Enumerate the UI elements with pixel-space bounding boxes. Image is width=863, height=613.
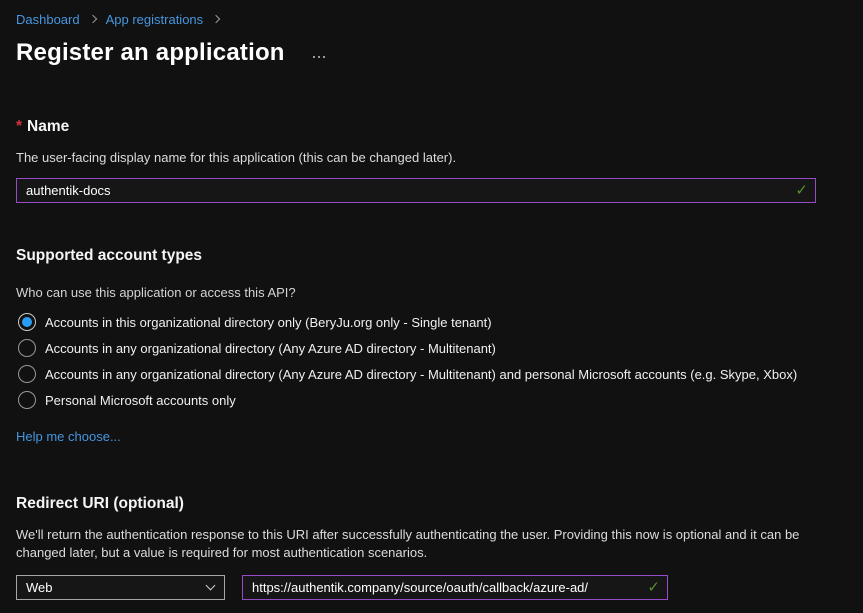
radio-option-label: Personal Microsoft accounts only	[45, 392, 236, 408]
account-types-radio-group	[16, 309, 847, 413]
platform-select-dropdown[interactable]	[16, 575, 225, 600]
breadcrumb	[16, 11, 847, 27]
breadcrumb-app-registrations-link[interactable]: App registrations	[105, 11, 204, 27]
radio-button-icon	[18, 391, 36, 409]
account-types-heading: Supported account types	[16, 247, 203, 264]
help-me-choose-link[interactable]: Help me choose...	[16, 429, 121, 444]
radio-option-multitenant-personal[interactable]	[16, 361, 847, 387]
breadcrumb-dashboard-link[interactable]: Dashboard	[16, 11, 80, 27]
page-header	[16, 38, 847, 68]
page-title: Register an application	[16, 39, 285, 66]
redirect-uri-heading: Redirect URI (optional)	[16, 495, 184, 512]
platform-selected-value: Web	[26, 580, 53, 595]
radio-button-icon	[18, 313, 36, 331]
name-description: The user-facing display name for this application (this can be changed later).	[16, 150, 457, 165]
breadcrumb-separator-icon	[88, 15, 96, 23]
name-input[interactable]	[17, 179, 815, 202]
redirect-uri-description: We'll return the authentication response to this URI after successfully authenticating the user. Providing this now is optional and it can be changed later, but a value is required for most authentication scenarios.	[16, 527, 800, 560]
breadcrumb-separator-icon	[212, 15, 220, 23]
more-options-icon[interactable]	[313, 56, 325, 58]
redirect-uri-input[interactable]	[243, 576, 667, 599]
radio-option-multitenant[interactable]	[16, 335, 847, 361]
radio-button-icon	[18, 339, 36, 357]
name-section-heading	[16, 118, 847, 136]
redirect-uri-field-container	[242, 575, 668, 600]
valid-check-icon: ✓	[795, 182, 808, 199]
valid-check-icon: ✓	[647, 579, 660, 596]
radio-option-label: Accounts in any organizational directory (Any Azure AD directory - Multitenant) and personal Microsoft accounts (e.g. Skype, Xbox)	[45, 366, 798, 382]
chevron-down-icon	[206, 581, 216, 591]
required-asterisk: *	[16, 118, 23, 135]
radio-button-icon	[18, 365, 36, 383]
radio-option-label: Accounts in this organizational directory only (BeryJu.org only - Single tenant)	[45, 314, 492, 330]
radio-option-label: Accounts in any organizational directory (Any Azure AD directory - Multitenant)	[45, 340, 496, 356]
radio-option-personal-only[interactable]	[16, 387, 847, 413]
redirect-uri-row	[16, 575, 847, 600]
account-types-question: Who can use this application or access this API?	[16, 285, 296, 300]
radio-option-single-tenant[interactable]	[16, 309, 847, 335]
name-heading-label: Name	[27, 118, 70, 135]
name-field-container	[16, 178, 816, 203]
